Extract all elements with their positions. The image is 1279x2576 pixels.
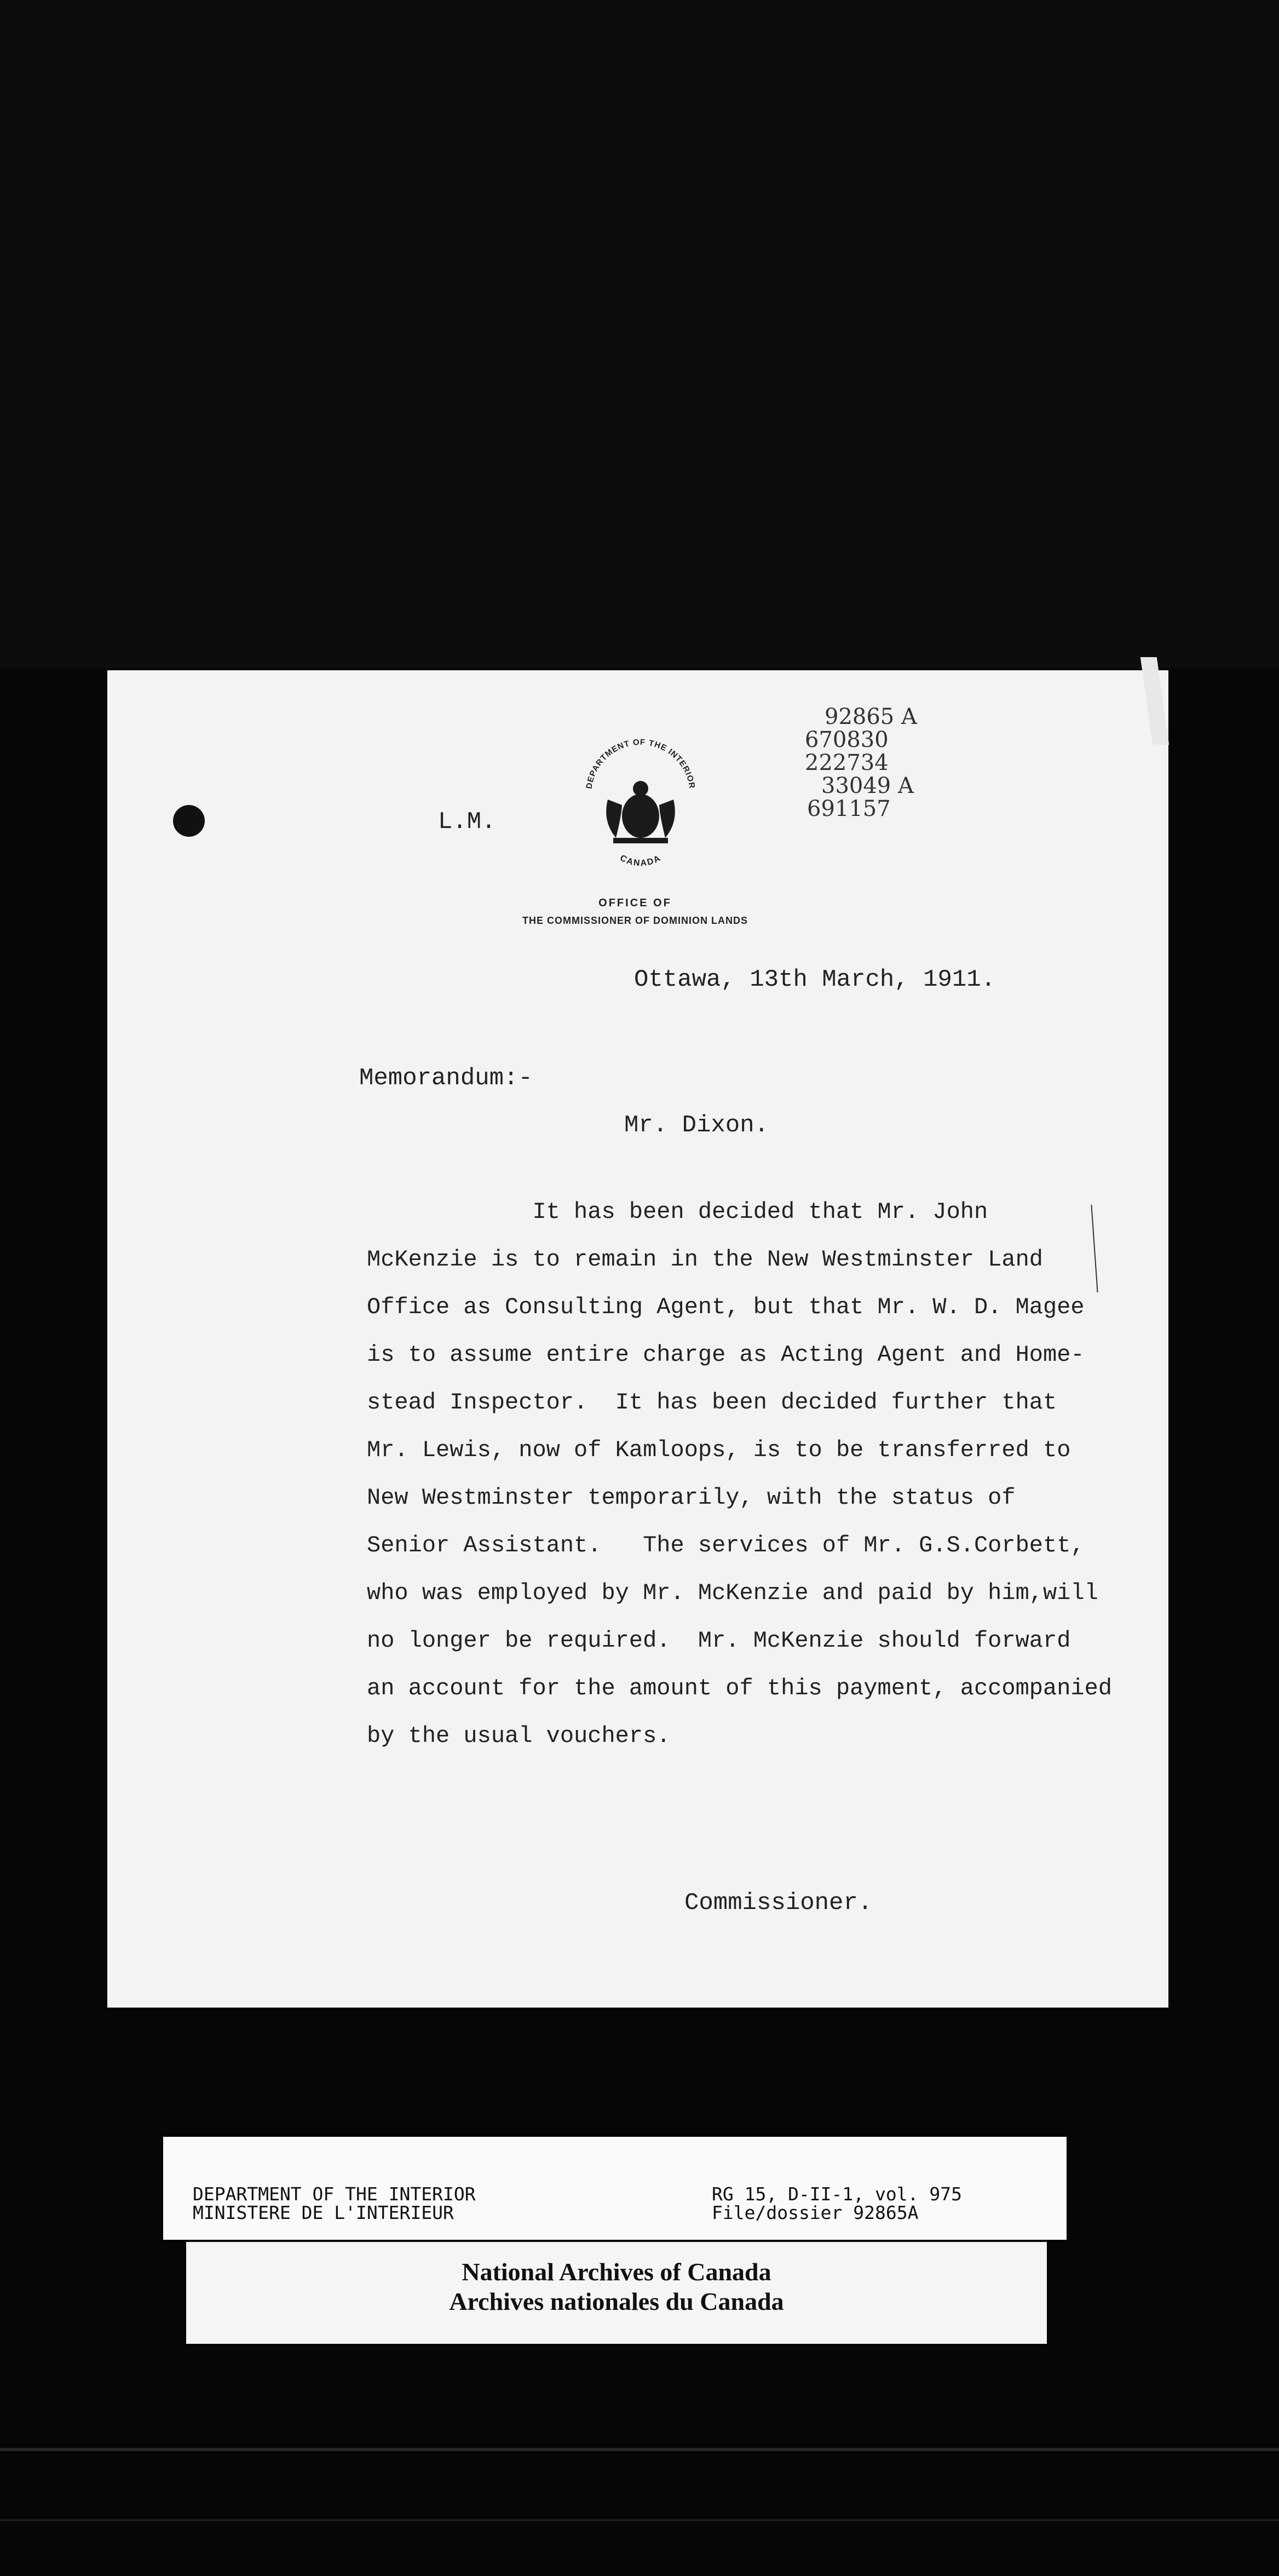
body-line: an account for the amount of this payment, accompanied: [367, 1675, 1113, 1701]
punch-hole: [173, 805, 205, 837]
body-line: is to assume entire charge as Acting Agent and Home-: [367, 1342, 1085, 1368]
scan-divider: [0, 2519, 1279, 2521]
file-number: 92865 A: [825, 704, 917, 729]
office-name: THE COMMISSIONER OF DOMINION LANDS: [522, 915, 748, 926]
department-label: [193, 2185, 476, 2222]
coat-of-arms-icon: [569, 734, 712, 876]
memo-heading: Memorandum:-: [359, 1065, 533, 1092]
file-number: 670830: [805, 727, 889, 752]
archives-french: Archives nationales du Canada: [449, 2287, 784, 2315]
crest-country-text: CANADA: [618, 853, 663, 869]
department-french: MINISTERE DE L'INTERIEUR: [193, 2202, 454, 2223]
office-of-label: OFFICE OF: [598, 897, 672, 909]
file-dossier-label: File/dossier 92865A: [712, 2202, 919, 2223]
reference-code-label: RG 15, D-II-1, vol. 975: [712, 2183, 962, 2205]
scan-background: [0, 0, 1279, 668]
file-number-stamps: [805, 705, 917, 820]
file-number: 33049 A: [821, 773, 914, 798]
body-line: It has been decided that Mr. John: [367, 1199, 988, 1225]
body-line: stead Inspector. It has been decided further that: [367, 1389, 1057, 1416]
file-number: 691157: [807, 796, 891, 821]
recipient: Mr. Dixon.: [624, 1112, 769, 1139]
scan-divider: [0, 2448, 1279, 2451]
letterhead-office: [471, 897, 799, 927]
crest-arc-text: DEPARTMENT OF THE INTERIOR: [584, 737, 697, 790]
body-line: Mr. Lewis, now of Kamloops, is to be transferred to: [367, 1437, 1071, 1463]
body-line: by the usual vouchers.: [367, 1723, 671, 1749]
archives-name: [186, 2257, 1047, 2316]
body-line: no longer be required. Mr. McKenzie should forward: [367, 1628, 1071, 1654]
file-number: 222734: [805, 750, 889, 775]
reference-code: L.M.: [438, 808, 496, 836]
date-line: Ottawa, 13th March, 1911.: [634, 966, 996, 993]
department-english: DEPARTMENT OF THE INTERIOR: [193, 2183, 476, 2205]
signature-title: Commissioner.: [684, 1889, 873, 1917]
archives-english: National Archives of Canada: [462, 2258, 771, 2286]
body-line: Office as Consulting Agent, but that Mr. W. D. Magee: [367, 1294, 1085, 1320]
body-line: Senior Assistant. The services of Mr. G.S.Corbett,: [367, 1532, 1085, 1559]
reference-label: [712, 2185, 962, 2222]
body-line: McKenzie is to remain in the New Westminster Land: [367, 1246, 1044, 1273]
svg-text:CANADA: [618, 853, 662, 868]
body-line: who was employed by Mr. McKenzie and paid by him,will: [367, 1580, 1098, 1606]
memo-body: [367, 1188, 1111, 1760]
body-line: New Westminster temporarily, with the status of: [367, 1485, 1016, 1511]
